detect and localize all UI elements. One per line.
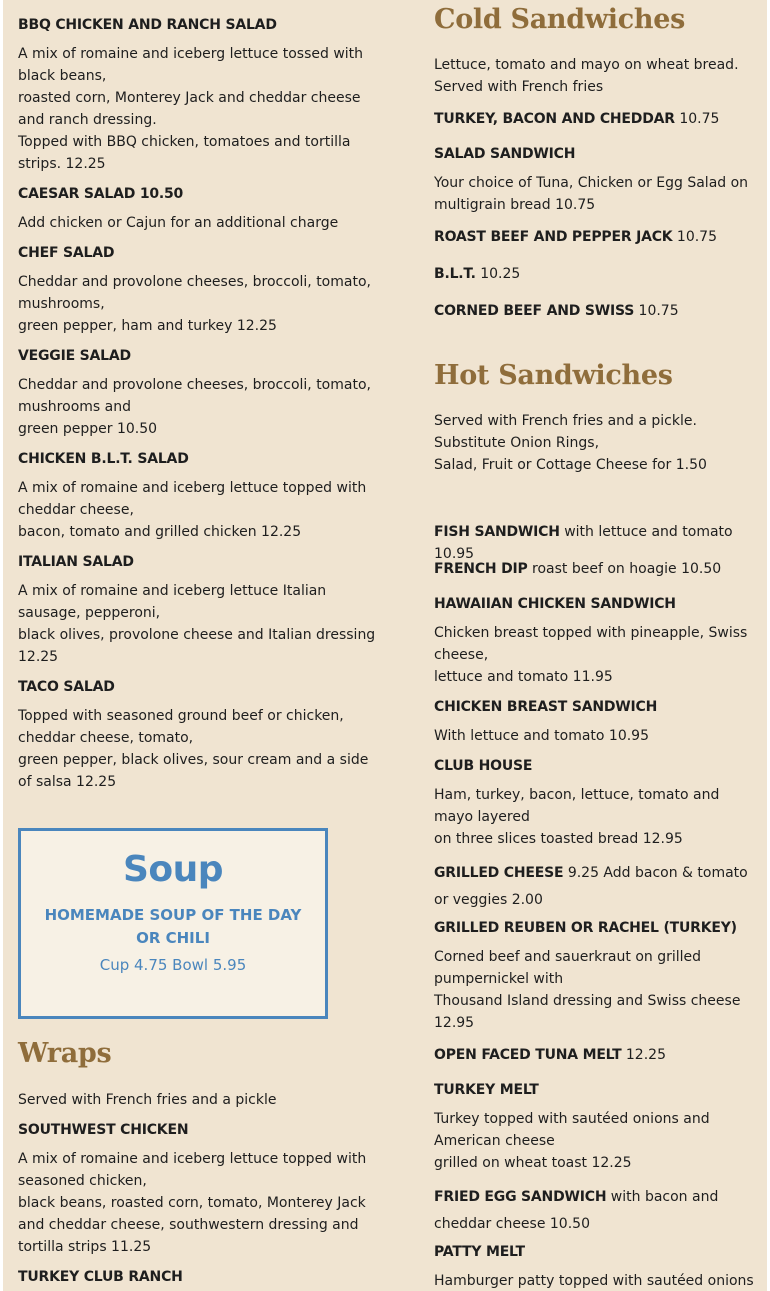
menu-item-description: A mix of romaine and iceberg lettuce Italian sausage, pepperoni, black olives, provolone cheese and Italian dressing 12.25	[18, 583, 376, 665]
menu-item: OPEN FACED TUNA MELT 12.25	[434, 1047, 666, 1063]
menu-item-name: CHICKEN B.L.T. SALAD	[18, 451, 189, 467]
menu-item-name: HAWAIIAN CHICKEN SANDWICH	[434, 596, 676, 612]
soup-title: Soup	[122, 849, 224, 890]
menu-item-description: Turkey topped with sautéed onions and American cheese grilled on wheat toast 12.25	[434, 1111, 710, 1171]
menu-item-name: TURKEY MELT	[434, 1082, 539, 1098]
menu-item-description: Chicken breast topped with pineapple, Swiss cheese, lettuce and tomato 11.95	[434, 625, 748, 685]
soup-item: HOMEMADE SOUP OF THE DAY OR CHILI	[44, 906, 302, 947]
menu-item: CORNED BEEF AND SWISS 10.75	[434, 303, 679, 319]
section-intro: Served with French fries and a pickle. Substitute Onion Rings, Salad, Fruit or Cottage Cheese for 1.50	[434, 413, 707, 473]
menu-item-description: A mix of romaine and iceberg lettuce topped with cheddar cheese, bacon, tomato and grilled chicken 12.25	[18, 480, 367, 540]
menu-item-description: With lettuce and tomato 10.95	[434, 728, 649, 744]
menu-item-description: Ham, turkey, bacon, lettuce, tomato and mayo layered on three slices toasted bread 12.95	[434, 787, 720, 847]
menu-item-name: ITALIAN SALAD	[18, 554, 134, 570]
menu-item: FRENCH DIP roast beef on hoagie 10.50	[434, 561, 722, 577]
menu-item-name: TURKEY CLUB RANCH	[18, 1269, 183, 1285]
menu-item-description: Cheddar and provolone cheeses, broccoli, tomato, mushrooms and green pepper 10.50	[18, 377, 371, 437]
menu-item-name: SOUTHWEST CHICKEN	[18, 1122, 189, 1138]
menu-item-name: CAESAR SALAD 10.50	[18, 186, 184, 202]
menu-item-name: CLUB HOUSE	[434, 758, 533, 774]
menu-item-name: PATTY MELT	[434, 1244, 525, 1260]
menu-item-description: Hamburger patty topped with sautéed onions	[434, 1273, 754, 1289]
menu-item: B.L.T. 10.25	[434, 266, 521, 282]
menu-item-name: TACO SALAD	[18, 679, 115, 695]
section-heading-wraps: Wraps	[18, 1038, 112, 1069]
menu-item: TURKEY, BACON AND CHEDDAR 10.75	[434, 111, 720, 127]
section-intro: Lettuce, tomato and mayo on wheat bread. Served with French fries	[434, 57, 739, 95]
section-intro: Served with French fries and a pickle	[18, 1092, 277, 1108]
menu-item-description: Corned beef and sauerkraut on grilled pumpernickel with Thousand Island dressing and Swiss cheese 12.95	[434, 949, 741, 1031]
menu-item-description: Add chicken or Cajun for an additional charge	[18, 215, 339, 231]
menu-item-description: A mix of romaine and iceberg lettuce tossed with black beans, roasted corn, Monterey Jack and cheddar cheese and ranch dressing. Topped with BBQ chicken, tomatoes and tortilla strips. 12.25	[18, 46, 364, 172]
menu-item: FRIED EGG SANDWICH with bacon and cheddar cheese 10.50	[434, 1189, 719, 1232]
soup-box	[18, 828, 328, 1019]
soup-price: Cup 4.75 Bowl 5.95	[99, 956, 247, 974]
menu-item-description: A mix of romaine and iceberg lettuce topped with seasoned chicken, black beans, roasted corn, tomato, Monterey Jack and cheddar cheese, southwestern dressing and tortilla strips 11.25	[18, 1151, 367, 1255]
menu-item-name: BBQ CHICKEN AND RANCH SALAD	[18, 17, 277, 33]
menu-item: ROAST BEEF AND PEPPER JACK 10.75	[434, 229, 718, 245]
menu-item-name: VEGGIE SALAD	[18, 348, 131, 364]
menu-item-name: SALAD SANDWICH	[434, 146, 576, 162]
menu-item-name: CHICKEN BREAST SANDWICH	[434, 699, 658, 715]
menu-item-name: GRILLED REUBEN OR RACHEL (TURKEY)	[434, 920, 737, 936]
menu-page	[3, 0, 767, 1291]
section-heading-hot-sandwiches: Hot Sandwiches	[434, 360, 673, 391]
menu-item-name: CHEF SALAD	[18, 245, 115, 261]
menu-item: FISH SANDWICH with lettuce and tomato 10.95	[434, 524, 733, 562]
section-heading-cold-sandwiches: Cold Sandwiches	[434, 4, 685, 35]
menu-item-description: Your choice of Tuna, Chicken or Egg Salad on multigrain bread 10.75	[434, 175, 749, 213]
menu-item: GRILLED CHEESE 9.25 Add bacon & tomato or veggies 2.00	[434, 865, 748, 908]
menu-item-description: Topped with seasoned ground beef or chicken, cheddar cheese, tomato, green pepper, black olives, sour cream and a side of salsa 12.25	[18, 708, 369, 790]
menu-item-description: Cheddar and provolone cheeses, broccoli, tomato, mushrooms, green pepper, ham and turkey 12.25	[18, 274, 371, 334]
